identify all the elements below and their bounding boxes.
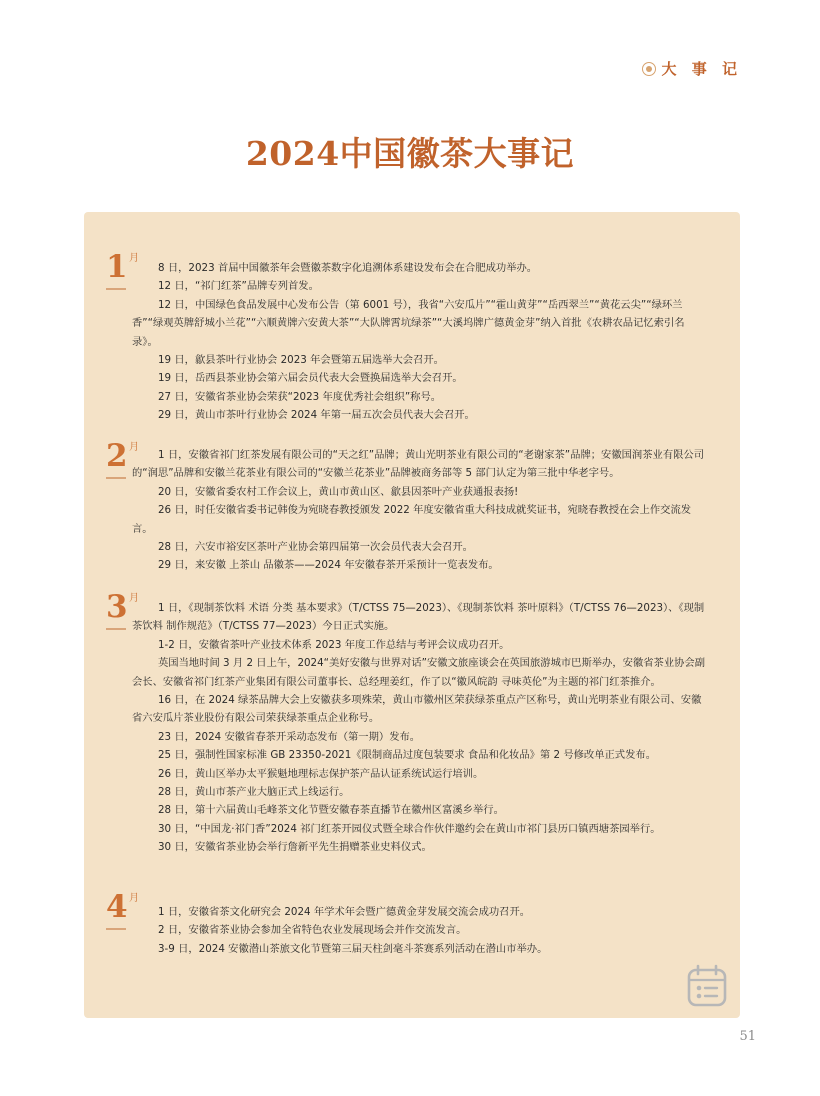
event-entry: 1 日，《现制茶饮料 术语 分类 基本要求》（T/CTSS 75—2023）、《现制茶饮料 茶叶原料》（T/CTSS 76—2023）、《现制茶饮料 制作规范》（T/CTSS 77—2023）今日正式实施。 [132, 602, 705, 633]
event-entry: 20 日，安徽省委农村工作会议上，黄山市黄山区、歙县因茶叶产业获通报表扬! [158, 485, 519, 498]
month-number: 3 [106, 589, 128, 625]
month-marker-march [106, 589, 139, 630]
month-number: 1 [106, 249, 128, 285]
month-marker-february [106, 438, 139, 479]
event-entry: 28 日，第十六届黄山毛峰茶文化节暨安徽春茶直播节在徽州区富溪乡举行。 [158, 804, 504, 817]
event-entry: 19 日，歙县茶叶行业协会 2023 年会暨第五届选举大会召开。 [158, 354, 444, 367]
event-entry: 8 日，2023 首届中国徽茶年会暨徽茶数字化追溯体系建设发布会在合肥成功举办。 [158, 262, 538, 274]
month-unit: 月 [129, 593, 139, 604]
event-entry: 英国当地时间 3 月 2 日上午，2024“美好安徽与世界对话”安徽文旅座谈会在英国旅游城市巴斯举办，安徽省茶业协会副会长、安徽省祁门红茶产业集团有限公司董事长、总经理姜红，作了以“徽风皖韵 寻味英伦”为主题的祁门红茶推介。 [132, 657, 706, 688]
month-entries-january [132, 259, 710, 425]
month-marker-april [106, 889, 139, 930]
event-entry: 1-2 日，安徽省茶叶产业技术体系 2023 年度工作总结与考评会议成功召开。 [158, 638, 510, 651]
event-entry: 1 日，安徽省茶文化研究会 2024 年学术年会暨广德黄金芽发展交流会成功召开。 [158, 906, 531, 918]
month-unit: 月 [129, 253, 139, 264]
event-entry: 28 日，黄山市茶产业大脑正式上线运行。 [158, 786, 350, 799]
page-title: 2024中国徽茶大事记 [245, 134, 575, 173]
event-entry: 28 日，六安市裕安区茶叶产业协会第四届第一次会员代表大会召开。 [158, 541, 473, 554]
month-unit: 月 [129, 442, 139, 453]
month-underline [106, 628, 126, 630]
event-entry: 26 日，时任安徽省委书记韩俊为宛晓春教授颁发 2022 年度安徽省重大科技成就奖证书，宛晓春教授在会上作交流发言。 [132, 504, 692, 535]
month-unit: 月 [129, 893, 139, 904]
month-entries-april [132, 903, 710, 958]
event-entry: 29 日，来安徽 上茶山 品徽茶——2024 年安徽春茶开采预计一览表发布。 [158, 559, 499, 572]
event-entry: 2 日，安徽省茶业协会参加全省特色农业发展现场会并作交流发言。 [158, 924, 467, 937]
month-marker-january [106, 249, 139, 290]
event-entry: 23 日，2024 安徽省春茶开采动态发布（第一期）发布。 [158, 730, 421, 743]
calendar-icon [686, 964, 728, 1008]
month-underline [106, 477, 126, 479]
event-entry: 16 日，在 2024 绿茶品牌大会上安徽获多项殊荣，黄山市徽州区荣获绿茶重点产区称号，黄山光明茶业有限公司、安徽省六安瓜片茶业股份有限公司荣获绿茶重点企业称号。 [132, 694, 702, 725]
month-number: 4 [106, 889, 128, 925]
event-entry: 3-9 日，2024 安徽潜山茶旅文化节暨第三届天柱剑毫斗茶赛系列活动在潜山市举办。 [158, 942, 548, 955]
event-entry: 25 日，强制性国家标准 GB 23350-2021《限制商品过度包装要求 食品和化妆品》第 2 号修改单正式发布。 [158, 749, 656, 762]
event-entry: 29 日，黄山市茶叶行业协会 2024 年第一届五次会员代表大会召开。 [158, 409, 475, 422]
month-number: 2 [106, 438, 128, 474]
month-underline [106, 928, 126, 930]
page-number: 51 [739, 1029, 756, 1044]
event-entry: 1 日，安徽省祁门红茶发展有限公司的“天之红”品牌；黄山光明茶业有限公司的“老谢家茶”品牌；安徽国润茶业有限公司的“润思”品牌和安徽兰花茶业有限公司的“安徽兰花茶业”品牌被商务部等 5 部门认定为第三批中华老字号。 [132, 449, 705, 480]
event-entry: 12 日，中国绿色食品发展中心发布公告（第 6001 号），我省“六安瓜片”“霍山黄芽”“岳西翠兰”“黄花云尖”“绿环兰香”“绿观英牌舒城小兰花”“六顺黄牌六安黄大茶”“大队牌霄坑绿茶”“大溪坞牌广德黄金芽”纳入首批《农耕农品记忆索引名录》。 [132, 298, 685, 348]
circle-ornament-icon [642, 62, 656, 76]
event-entry: 27 日，安徽省茶业协会荣获“2023 年度优秀社会组织”称号。 [158, 390, 442, 403]
event-entry: 30 日，“中国龙·祁门香”2024 祁门红茶开园仪式暨全球合作伙伴邀约会在黄山市祁门县历口镇西塘茶园举行。 [158, 822, 661, 835]
event-entry: 12 日，“祁门红茶”品牌专列首发。 [158, 280, 319, 293]
section-header [642, 58, 742, 79]
month-underline [106, 288, 126, 290]
month-entries-march [132, 599, 710, 857]
event-entry: 19 日，岳西县茶业协会第六届会员代表大会暨换届选举大会召开。 [158, 372, 463, 385]
event-entry: 26 日，黄山区举办太平猴魁地理标志保护茶产品认证系统试运行培训。 [158, 767, 484, 780]
section-label: 大 事 记 [661, 60, 742, 78]
month-entries-february [132, 446, 710, 575]
event-entry: 30 日，安徽省茶业协会举行詹新平先生捐赠茶业史料仪式。 [158, 841, 432, 854]
